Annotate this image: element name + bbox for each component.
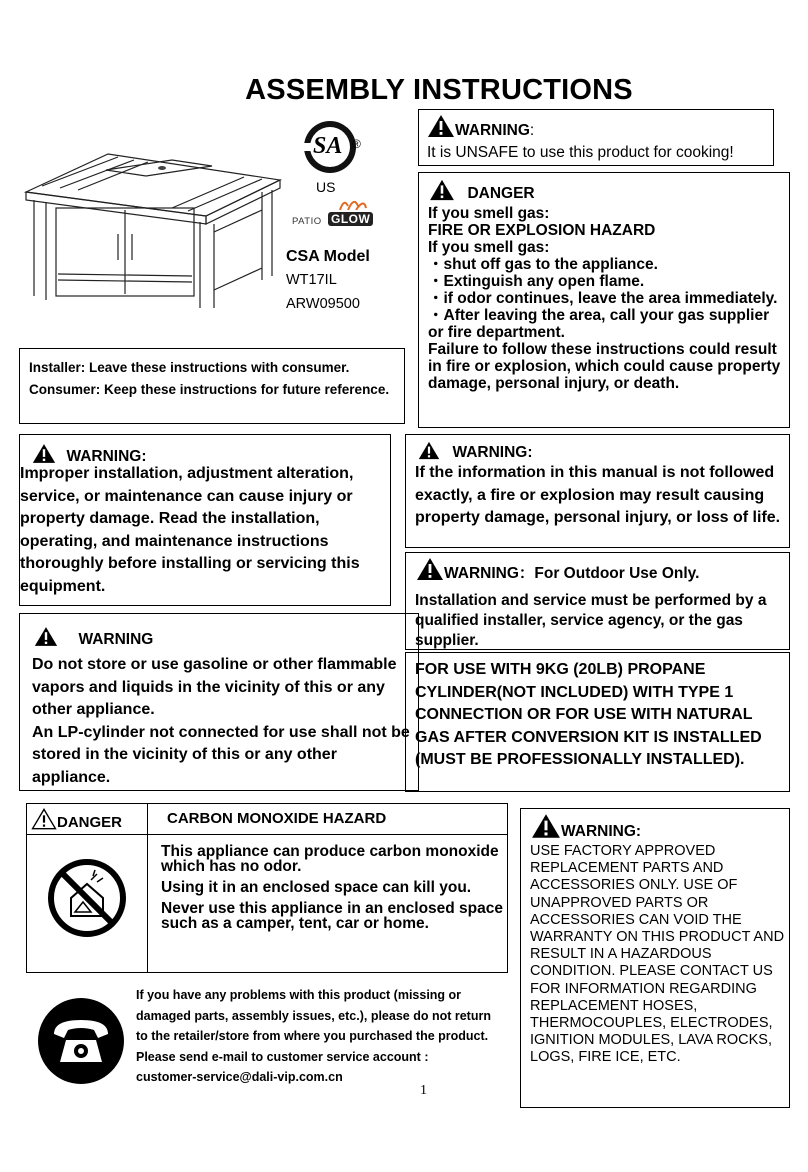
warning-heading: WARNING — [78, 631, 154, 648]
warning-manual-text: If the information in this manual is not followed exactly, a fire or explosion may result causing property damage, personal injury, or loss of life. — [415, 464, 781, 526]
co-hazard-title: CARBON MONOXIDE HAZARD — [167, 810, 387, 827]
warning-heading: WARNING: — [452, 444, 533, 461]
patioglow-logo — [292, 196, 382, 232]
csa-letters: SA — [313, 133, 343, 159]
model-heading: CSA Model — [286, 248, 370, 265]
model-number-2: ARW09500 — [286, 296, 360, 312]
warning-installation-box — [19, 434, 391, 606]
warning-triangle-icon — [34, 626, 58, 647]
danger-line: FIRE OR EXPLOSION HAZARD — [428, 222, 656, 239]
warning-gasoline-box — [19, 613, 419, 791]
patio-text: PATIO — [292, 216, 322, 227]
co-hazard-item: Never use this appliance in an enclosed space such as a camper, tent, car or home. — [161, 900, 503, 932]
co-hazard-box — [26, 803, 508, 973]
warning-heading: WARNING: — [66, 448, 147, 465]
warning-heading: WARNING — [455, 122, 530, 139]
warning-triangle-icon — [427, 114, 455, 138]
consumer-line: Consumer: Keep these instructions for future reference. — [29, 382, 390, 397]
warning-gasoline-para: Do not store or use gasoline or other flammable vapors and liquids in the vicinity of this or any other appliance. — [32, 656, 397, 718]
warning-heading: WARNING: — [561, 823, 642, 840]
flame-icon — [334, 196, 374, 210]
danger-gas-body — [428, 205, 788, 392]
installer-note-box — [19, 348, 405, 424]
installer-line: Installer: Leave these instructions with consumer. — [29, 360, 350, 375]
warning-triangle-icon — [429, 179, 455, 201]
warning-manual-box — [405, 434, 790, 548]
danger-line: Failure to follow these instructions could result in fire or explosion, which could cause property damage, personal injury, or death. — [428, 341, 781, 392]
warning-triangle-icon — [531, 813, 561, 839]
co-danger-label: DANGER — [57, 814, 123, 831]
csa-logo — [296, 117, 366, 197]
danger-line: ・Extinguish any open flame. — [428, 273, 645, 290]
registered-mark: ® — [352, 137, 361, 151]
contact-text: If you have any problems with this product (missing or damaged parts, assembly issues, etc.), please do not return to the retailer/store from where you purchased the product. Please send e-mail to customer service account : customer-service@dali-vip.com.cn — [136, 988, 491, 1084]
danger-line: If you smell gas: — [428, 205, 550, 222]
co-hazard-item: This appliance can produce carbon monoxide which has no odor. — [161, 843, 499, 875]
glow-text: GLOW — [328, 212, 373, 226]
warning-outdoor-box — [405, 552, 790, 650]
warning-triangle-icon — [31, 808, 57, 830]
warning-parts-box — [520, 808, 790, 1108]
page-number: 1 — [420, 1083, 427, 1098]
danger-line: ・After leaving the area, call your gas supplier or fire department. — [428, 307, 770, 341]
danger-heading: DANGER — [467, 185, 535, 202]
no-enclosed-space-icon — [47, 858, 127, 938]
danger-line: ・shut off gas to the appliance. — [428, 256, 658, 273]
warning-installation-text: Improper installation, adjustment alteration, service, or maintenance can cause injury or property damage. Read the installation, operating, and maintenance instructions thoroughly before installing or servicing this equipment. — [20, 465, 360, 595]
fire-table-illustration — [22, 150, 284, 310]
warning-parts-text: USE FACTORY APPROVED REPLACEMENT PARTS AND ACCESSORIES ONLY. USE OF UNAPPROVED PARTS OR ACCESSORIES CAN VOID THE WARRANTY ON THIS PRODUCT AND RESULT IN A HAZARDOUS CONDITION. PLEASE CONTACT US FOR INFORMATION REGARDING REPLACEMENT HOSES, THERMOCOUPLES, ELECTRODES, IGNITION MODULES, LAVA ROCKS, LOGS, FIRE ICE, ETC. — [530, 843, 785, 1066]
propane-notice-box — [405, 652, 790, 792]
warning-outdoor-heading: WARNING：For Outdoor Use Only. — [444, 565, 700, 582]
warning-colon: : — [529, 122, 535, 139]
warning-triangle-icon — [32, 443, 56, 464]
danger-gas-box — [418, 172, 790, 428]
co-hazard-item: Using it in an enclosed space can kill you. — [161, 879, 472, 896]
propane-notice-text: FOR USE WITH 9KG (20LB) PROPANE CYLINDER(NOT INCLUDED) WITH TYPE 1 CONNECTION OR FOR USE WITH NATURAL GAS AFTER CONVERSION KIT IS INSTALLED (MUST BE PROFESSIONALLY INSTALLED). — [415, 661, 762, 768]
danger-line: ・if odor continues, leave the area immediately. — [428, 290, 778, 307]
telephone-icon — [36, 996, 126, 1086]
model-number-1: WT17IL — [286, 272, 337, 288]
page-title: ASSEMBLY INSTRUCTIONS — [245, 74, 633, 106]
danger-line: If you smell gas: — [428, 239, 550, 256]
warning-gasoline-para: An LP-cylinder not connected for use shall not be stored in the vicinity of this or any other appliance. — [32, 723, 410, 786]
warning-outdoor-text: Installation and service must be performed by a qualified installer, service agency, or the gas supplier. — [415, 592, 767, 649]
warning-cooking-box — [418, 109, 774, 166]
warning-triangle-icon — [416, 557, 444, 581]
warning-triangle-icon — [418, 441, 440, 460]
warning-cooking-text: It is UNSAFE to use this product for cooking! — [427, 144, 734, 161]
csa-country: US — [316, 179, 336, 195]
